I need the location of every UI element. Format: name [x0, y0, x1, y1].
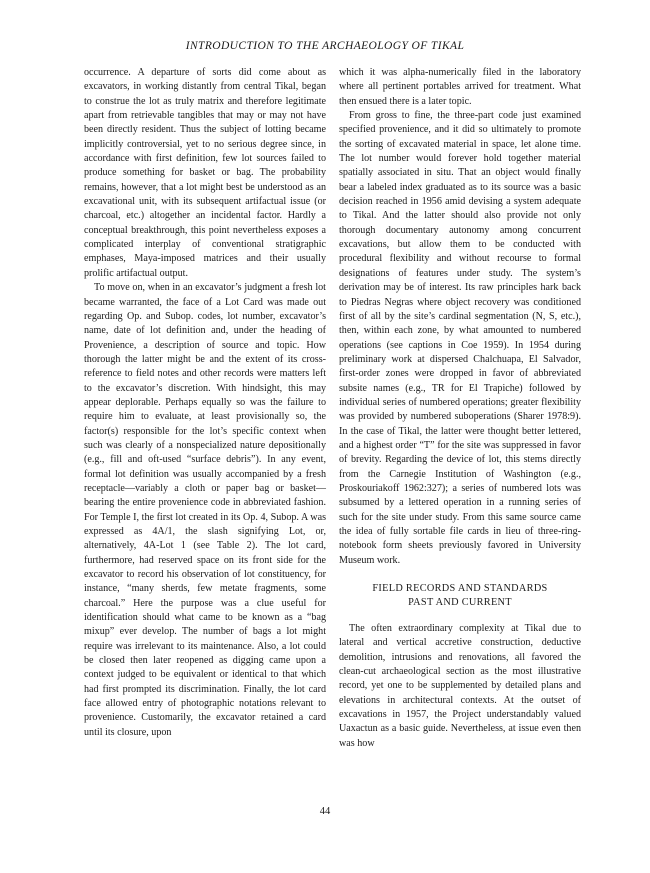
right-column: [339, 66, 581, 751]
page-number: 44: [319, 806, 331, 817]
section-heading: [339, 582, 581, 610]
paragraph: From gross to fine, the three-part code just examined specified provenience, and it did so ultimately to promote the sorting of excavated material in space, let alone time. The lot number would forever hold together material spatially associated in situ. That an object would finally bear a labeled index graduated as to its source was a basic decision reached in 1956 amid devising a system adequate to Tikal. And the latter should also provide not only thorough documentary autonomy among concurrent excavations, but allow them to be conducted with procedural flexibility and without recourse to formal designations of features under study. The system’s derivation may be of interest. Its raw principles hark back to Piedras Negras where object recovery was conditioned first of all by the site’s cardinal segmentation (N, S, etc.), then, within each zone, by what amounted to numbered operations (see captions in Coe 1959). In 1954 during preliminary work at dispersed Chalchuapa, El Salvador, first-order zones were dropped in favor of abbreviated subsite names (e.g., TR for El Trapiche) followed by individual series of numbered operations; greater flexibility was provided by numbered suboperations (Sharer 1978:9). In the case of Tikal, the latter were thought better lettered, and a highest order “T” for the site was suppressed in favor of brevity. Regarding the device of lot, this stems directly from the Carnegie Institution of Washington (e.g., Proskouriakoff 1962:327); a series of numbered lots was subsumed by a lettered operation in a running series of such for the site under study. From this same source came the idea of fully sortable file cards in lieu of three-ring-notebook form sheets previously favored in University Museum work.: [339, 110, 581, 566]
section-heading-line: PAST AND CURRENT: [408, 597, 512, 609]
paragraph: The often extraordinary complexity at Tikal due to lateral and vertical accretive construction, deductive demolition, intrusions and renovations, all favored the clean-cut archaeological section as the most illustrative record, yet one to be supplemented by detailed plans and elevations in architectural contexts. At the outset of excavations in 1957, the Project understandably valued Uaxactun as a basic guide. Nevertheless, at issue even then was how: [339, 623, 581, 749]
paragraph: occurrence. A departure of sorts did come about as excavators, in working distantly from central Tikal, began to construe the lot as truly matrix and therefore legitimate apart from retrievable tangibles that may or may not have been directly resident. Thus the subject of lotting became implicitly controversial, yet to no serious degree since, in accordance with first definition, few lot sources failed to produce something for basket or bag. The probability remains, however, that a lot might best be understood as an excavational unit, with its subsequent artifactual issue (or charcoal, etc.) altogether an incidental factor. Hardly a conceptual breakthrough, this point nevertheless exposes a complicated interplay of conventional stratigraphic emphases, Maya-imposed matrices and their usually prolific artifactual output.: [84, 67, 326, 279]
left-column: [84, 66, 326, 740]
section-heading-line: FIELD RECORDS AND STANDARDS: [372, 583, 548, 595]
paragraph: To move on, when in an excavator’s judgment a fresh lot became warranted, the face of a Lot Card was made out regarding Op. and Subop. codes, lot number, excavator’s name, date of lot definition and, under the heading of Provenience, a description of source and topic. How thorough the latter might be and the extent of its cross-reference to field notes and other records were matters left to the excavator’s discretion. With hindsight, this may appear deplorable. Perhaps equally so was the failure to require him to evaluate, at least provisionally so, the factor(s) responsible for the lot’s specific context when such was clearly of a nonspecialized nature depositionally (e.g., fill and oft-used “surface debris”). In any event, formal lot definition was usually accompanied by a fresh receptacle—variably a cloth or paper bag or basket—bearing the entire provenience code in abbreviated fashion. For Temple I, the first lot created in its Op. 4, Subop. A was expressed as 4A/1, the slash signifying Lot, or, alternatively, 4A-Lot 1 (see Table 2). The lot card, furthermore, had reserved space on its front side for the excavator to record his observation of lot constituency, for instance, “many sherds, few metate fragments, some charcoal.” Here the purpose was a clue useful for identification should what came to be known as a “bag mixup” ever develop. The number of bags a lot might require was irrelevant to its maintenance. Also, a lot could be closed then later reopened as digging came upon a context judged to be equivalent or identical to that which had first prompted its discrimination. Finally, the lot card face allowed entry of photographic notations relevant to provenience. Customarily, the excavator retained a card until its closure, upon: [84, 282, 326, 738]
paragraph: which it was alpha-numerically filed in the laboratory where all pertinent portables arrived for treatment. What then ensued there is a later topic.: [339, 67, 581, 107]
running-head: INTRODUCTION TO THE ARCHAEOLOGY OF TIKAL: [185, 40, 465, 52]
